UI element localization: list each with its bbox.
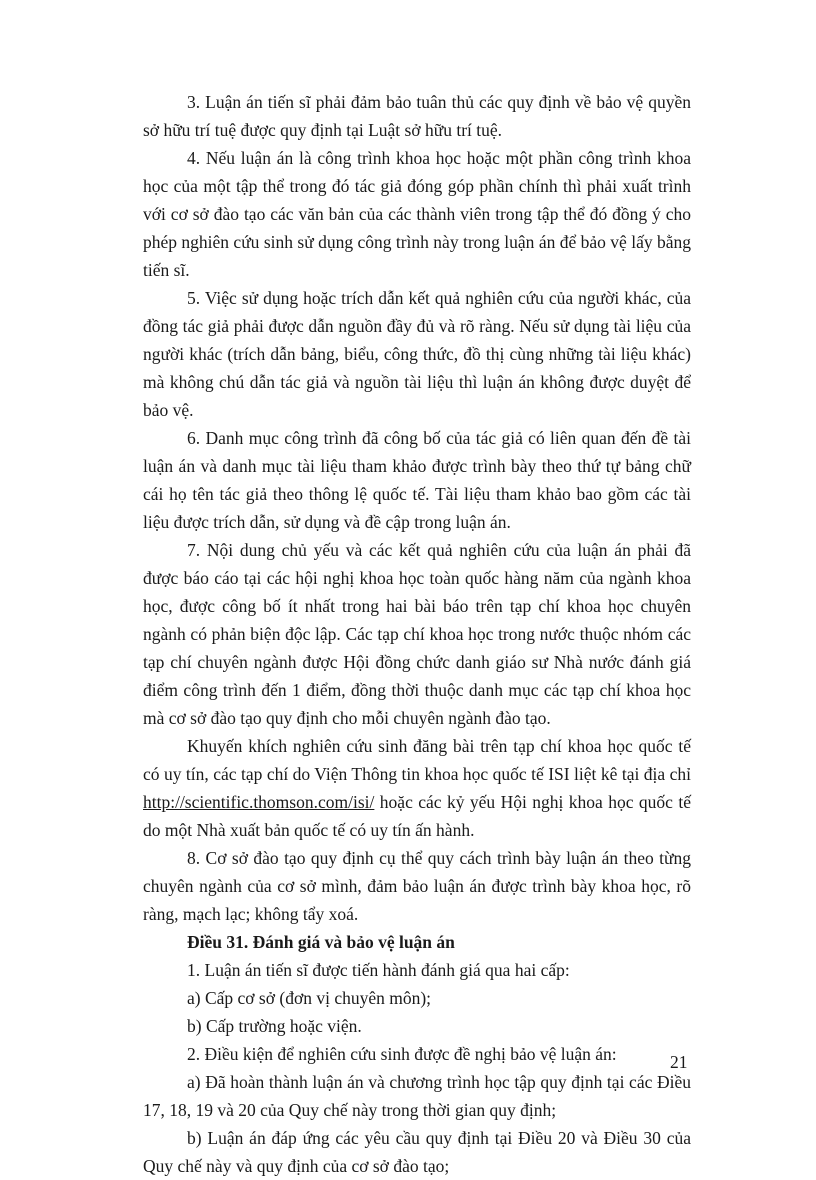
encourage-text-before: Khuyến khích nghiên cứu sinh đăng bài trên tạp chí khoa học quốc tế có uy tín, các tạp chí do Viện Thông tin khoa học quốc tế ISI liệt kê tại địa chỉ: [143, 736, 691, 784]
page-number: 21: [670, 1052, 688, 1072]
isi-link[interactable]: http://scientific.thomson.com/isi/: [143, 792, 375, 812]
paragraph-encourage: [143, 732, 691, 844]
paragraph-4: 4. Nếu luận án là công trình khoa học hoặc một phần công trình khoa học của một tập thể trong đó tác giả đóng góp phần chính thì phải xuất trình với cơ sở đào tạo các văn bản của các thành viên trong tập thể đó đồng ý cho phép nghiên cứu sinh sử dụng công trình này trong luận án để bảo vệ lấy bằng tiến sĩ.: [143, 148, 691, 280]
paragraph-7: 7. Nội dung chủ yếu và các kết quả nghiên cứu của luận án phải đã được báo cáo tại các hội nghị khoa học toàn quốc hàng năm của ngành khoa học, được công bố ít nhất trong hai bài báo trên tạp chí khoa học chuyên ngành có phản biện độc lập. Các tạp chí khoa học trong nước thuộc nhóm các tạp chí chuyên ngành được Hội đồng chức danh giáo sư Nhà nước đánh giá điểm công trình đến 1 điểm, đồng thời thuộc danh mục các tạp chí khoa học mà cơ sở đào tạo quy định cho mỗi chuyên ngành đào tạo.: [143, 540, 691, 728]
article-31-item-1a: a) Cấp cơ sở (đơn vị chuyên môn);: [187, 988, 432, 1008]
paragraph-5: 5. Việc sử dụng hoặc trích dẫn kết quả nghiên cứu của người khác, của đồng tác giả phải được dẫn nguồn đầy đủ và rõ ràng. Nếu sử dụng tài liệu của người khác (trích dẫn bảng, biểu, công thức, đồ thị cùng những tài liệu khác) mà không chú dẫn tác giả và nguồn tài liệu thì luận án không được duyệt để bảo vệ.: [143, 288, 691, 420]
article-31-item-1b: b) Cấp trường hoặc viện.: [187, 1016, 362, 1036]
paragraph-3: 3. Luận án tiến sĩ phải đảm bảo tuân thủ các quy định về bảo vệ quyền sở hữu trí tuệ được quy định tại Luật sở hữu trí tuệ.: [143, 92, 691, 140]
article-31-item-2a: a) Đã hoàn thành luận án và chương trình học tập quy định tại các Điều 17, 18, 19 và 20 của Quy chế này trong thời gian quy định;: [143, 1072, 691, 1120]
article-31-item-1: 1. Luận án tiến sĩ được tiến hành đánh giá qua hai cấp:: [187, 960, 570, 980]
article-31-heading: Điều 31. Đánh giá và bảo vệ luận án: [187, 932, 455, 952]
encourage-text-after: hoặc các kỷ yếu Hội nghị khoa học quốc tế do một Nhà xuất bản quốc tế có uy tín ấn hành.: [143, 792, 691, 840]
paragraph-6: 6. Danh mục công trình đã công bố của tác giả có liên quan đến đề tài luận án và danh mục tài liệu tham khảo được trình bày theo thứ tự bảng chữ cái họ tên tác giả theo thông lệ quốc tế. Tài liệu tham khảo bao gồm các tài liệu được trích dẫn, sử dụng và đề cập trong luận án.: [143, 428, 691, 532]
article-31-item-2: 2. Điều kiện để nghiên cứu sinh được đề nghị bảo vệ luận án:: [187, 1044, 617, 1064]
article-31-item-2b: b) Luận án đáp ứng các yêu cầu quy định tại Điều 20 và Điều 30 của Quy chế này và quy định của cơ sở đào tạo;: [143, 1128, 691, 1176]
paragraph-8: 8. Cơ sở đào tạo quy định cụ thể quy cách trình bày luận án theo từng chuyên ngành của cơ sở mình, đảm bảo luận án được trình bày khoa học, rõ ràng, mạch lạc; không tẩy xoá.: [143, 848, 691, 924]
document-body: [143, 88, 691, 1180]
